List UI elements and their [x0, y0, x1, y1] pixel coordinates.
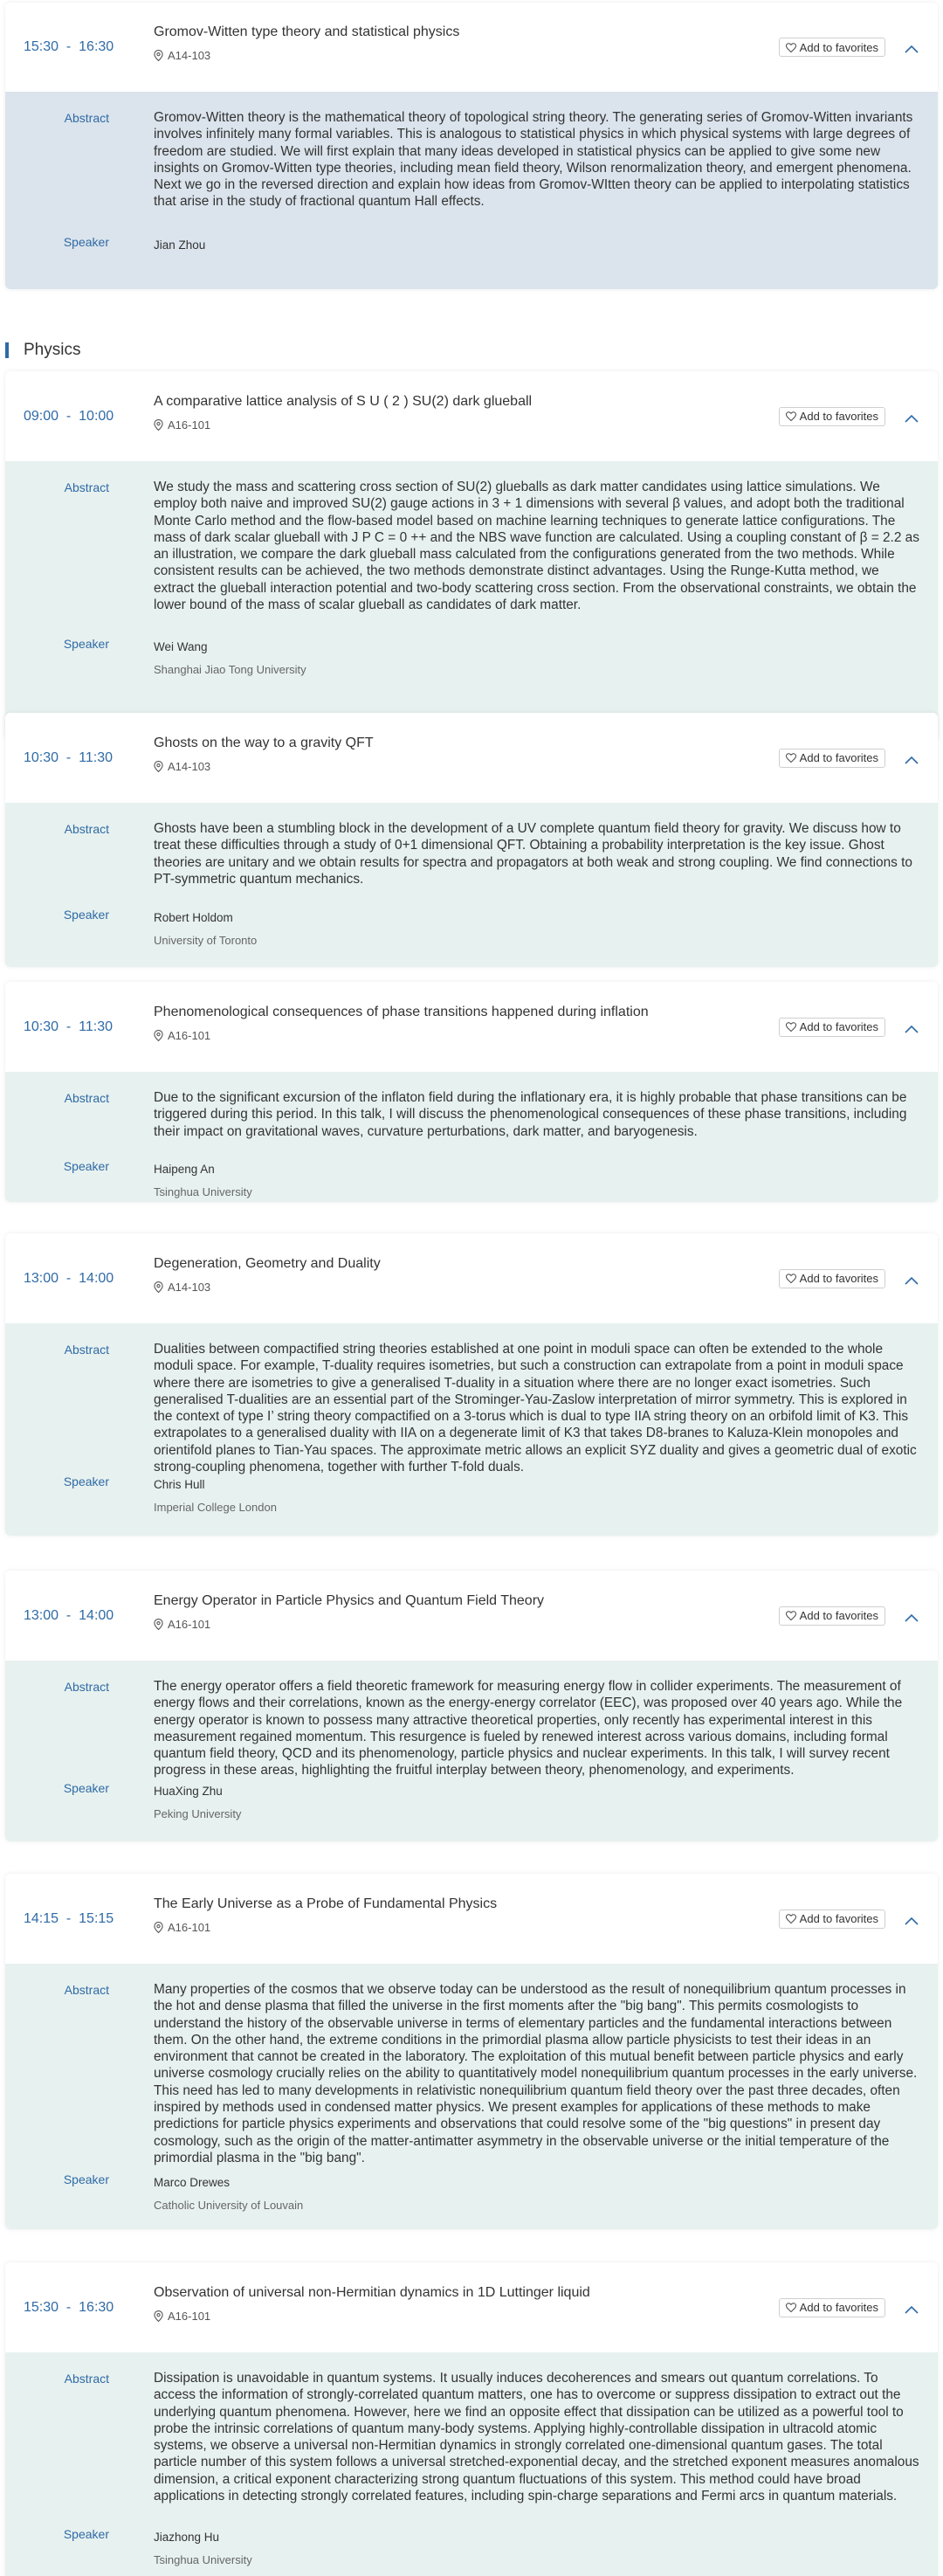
add-to-favorites-label: Add to favorites — [799, 40, 878, 54]
section-heading-physics: Physics — [5, 341, 80, 360]
talk-title: Ghosts on the way to a gravity QFT — [154, 735, 374, 750]
add-to-favorites-button[interactable] — [779, 1910, 885, 1929]
talk-title: The Early Universe as a Probe of Fundamental Physics — [154, 1896, 498, 1911]
add-to-favorites-button[interactable] — [779, 1606, 885, 1626]
talk-details — [5, 803, 938, 967]
talk-card — [5, 1571, 938, 1841]
talk-location-text: A16-101 — [168, 2309, 211, 2323]
talk-header[interactable] — [5, 1571, 938, 1661]
talk-location-text: A16-101 — [168, 1028, 211, 1042]
collapse-toggle[interactable] — [905, 1914, 919, 1930]
talk-location — [154, 1618, 210, 1631]
add-to-favorites-button[interactable] — [779, 1269, 885, 1288]
heart-icon — [786, 1914, 796, 1923]
abstract-text: We study the mass and scattering cross section of SU(2) glueballs as dark matter candidates using lattice simulations. We employ both naive and improved SU(2) gauge actions in 3 + 1 dimensions with several β values, and adopt both the traditional Monte Carlo method and the flow-based model based on machine learning techniques to generate lattice configurations. The mass of dark scalar glueball with J P C = 0 ++ and the NBS wave function are calculated. Using a coupling constant of β = 2.2 as an illustration, we compare the dark glueball mass calculated from the configurations generated from the two methods. While consistent results can be achieved, the two methods demonstrate distinct advantages. Using the Runge-Kutta method, we extract the glueball interaction potential and two-body scattering cross section. From the observational constraints, we obtain the lower bound of the mass of scalar glueball as candidates of dark matter. — [154, 480, 919, 613]
talk-location-text: A14-103 — [168, 49, 211, 62]
speaker-label: Speaker — [63, 235, 109, 249]
speaker-label: Speaker — [63, 1781, 109, 1795]
talk-time: 14:15 - 15:15 — [24, 1910, 114, 1926]
add-to-favorites-button[interactable] — [779, 38, 885, 57]
talk-details — [5, 1964, 938, 2229]
speaker-label: Speaker — [63, 1474, 109, 1488]
abstract-label: Abstract — [64, 822, 109, 836]
collapse-toggle[interactable] — [905, 1022, 919, 1038]
talk-card — [5, 713, 938, 967]
add-to-favorites-button[interactable] — [779, 2298, 885, 2317]
speaker-name: Chris Hull — [154, 1478, 205, 1491]
talk-details — [5, 1323, 938, 1536]
talk-header[interactable] — [5, 2262, 938, 2352]
talk-card — [5, 2262, 938, 2576]
talk-time: 15:30 - 16:30 — [24, 39, 114, 54]
speaker-institution: Peking University — [154, 1807, 242, 1820]
talk-title: Phenomenological consequences of phase transitions happened during inflation — [154, 1004, 649, 1019]
speaker-name: Haipeng An — [154, 1163, 215, 1176]
abstract-label: Abstract — [64, 111, 109, 125]
talk-card — [5, 3, 938, 289]
chevron-up-icon — [905, 1916, 919, 1925]
talk-time: 13:00 - 14:00 — [24, 1607, 114, 1623]
talk-location-text: A14-103 — [168, 759, 211, 773]
speaker-institution: Imperial College London — [154, 1501, 277, 1514]
heart-icon — [786, 1022, 796, 1032]
abstract-label: Abstract — [64, 1091, 109, 1105]
talk-title: Degeneration, Geometry and Duality — [154, 1255, 381, 1271]
abstract-text: Dualities between compactified string theories established at one point in moduli space can often be extended to the whole moduli space. For example, T-duality requires isometries, but such a construction can extrapolate from a point in moduli space where there are isometries to give a generalised T-duality in a situation where there are no longer exact isometries. Such generalised T-dualities are an essential part of the Strominger-Yau-Zaslow interpretation of mirror symmetry. This is explored in the context of type I’ string theory compactified on a 3-torus which is dual to type IIA string theory on an orbifold limit of K3. This extrapolates to a generalised duality with IIA on a degenerate limit of K3 that takes D8-branes to Kaluza-Klein monopoles and orientifold planes to Tian-Yau spaces. The approximate metric allows an explicit SYZ duality and gives a geometric dual of exotic strong-coupling phenomena, together with further T-fold duals. — [154, 1342, 917, 1475]
talk-location — [154, 49, 210, 62]
talk-header[interactable] — [5, 1233, 938, 1323]
talk-card — [5, 1233, 938, 1536]
add-to-favorites-label: Add to favorites — [799, 410, 878, 423]
talk-time: 13:00 - 14:00 — [24, 1270, 114, 1286]
collapse-toggle[interactable] — [905, 411, 919, 427]
abstract-text: Dissipation is unavoidable in quantum systems. It usually induces decoherences and smears out quantum correlations. To access the information of strongly-correlated quantum matters, one has to overcome or suppress dissipation to extract out the underlying quantum phenomena. However, here we find an opposite effect that dissipation can be utilized as a powerful tool to probe the intrinsic correlations of quantum many-body systems. Applying highly-controllable dissipation in ultracold atomic systems, we observe a universal non-Hermitian dynamics in strongly correlated one-dimensional quantum gases. The total particle number of this system follows a universal stretched-exponential decay, and the stretched exponent measures anomalous dimension, a critical exponent characterizing strong quantum fluctuations of this system. This method could have broad applications in detecting strongly correlated features, including spin-charge separations and Fermi arcs in quantum materials. — [154, 2371, 919, 2504]
abstract-label: Abstract — [64, 2372, 109, 2386]
chevron-up-icon — [905, 45, 919, 53]
talk-time: 09:00 - 10:00 — [24, 408, 114, 424]
speaker-name: HuaXing Zhu — [154, 1785, 223, 1798]
talk-time: 10:30 - 11:30 — [24, 749, 113, 765]
add-to-favorites-label: Add to favorites — [799, 751, 878, 764]
location-pin-icon — [154, 2310, 163, 2322]
talk-header[interactable] — [5, 1874, 938, 1964]
talk-location — [154, 1921, 210, 1934]
talk-card — [5, 982, 938, 1202]
speaker-label: Speaker — [63, 2172, 109, 2186]
talk-header[interactable] — [5, 3, 938, 92]
speaker-institution: University of Toronto — [154, 934, 258, 947]
speaker-institution: Shanghai Jiao Tong University — [154, 663, 306, 676]
talk-title: Energy Operator in Particle Physics and Quantum Field Theory — [154, 1592, 545, 1608]
abstract-label: Abstract — [64, 480, 109, 494]
collapse-toggle[interactable] — [905, 2303, 919, 2318]
collapse-toggle[interactable] — [905, 1274, 919, 1289]
location-pin-icon — [154, 1281, 163, 1293]
speaker-name: Robert Holdom — [154, 911, 233, 924]
talk-details — [5, 2352, 938, 2576]
talk-location — [154, 1281, 210, 1294]
abstract-text: Ghosts have been a stumbling block in the development of a UV complete quantum field theory for gravity. We discuss how to treat these difficulties through a study of 0+1 dimensional QFT. Obtaining a probability interpretation is the key issue. Ghost theories are unitary and we obtain results for spectra and propagators at both weak and strong coupling. We find connections to PT-symmetric quantum mechanics. — [154, 821, 912, 887]
speaker-name: Jian Zhou — [154, 238, 206, 252]
abstract-text: Gromov-Witten theory is the mathematical theory of topological string theory. The generating series of Gromov-Witten invariants involves infinitely many formal variables. This is analogous to statistical physics in which physical systems with large degrees of freedom are studied. We will first explain that many ideas developed in statistical physics can be applied to give some new insights on Gromov-Witten type theories, including mean field theory, Wilson renormalization theory, and emergent phenomena. Next we go in the reversed direction and explain how ideas from Gromov-WItten theory can be applied to interpolating statistics that arise in the study of fractional quantum Hall effects. — [154, 110, 913, 210]
heart-icon — [786, 753, 796, 763]
location-pin-icon — [154, 50, 163, 61]
talk-header[interactable] — [5, 371, 938, 461]
abstract-text: The energy operator offers a field theoretic framework for measuring energy flow in collider experiments. The measurement of energy flows and their correlations, known as the energy-energy correlator (EEC), was proposed over 40 years ago. While the energy operator is known to possess many attractive theoretical properties, only recently has experimental interest in this measurement regained momentum. This resurgence is fueled by renewed interest across various domains, including formal quantum field theory, QCD and its phenomenology, particle physics and nuclear experiments. In this talk, I will survey recent progress in these areas, highlighting the fruitful interplay between theory, phenomenology, and experiments. — [154, 1679, 903, 1778]
chevron-up-icon — [905, 2305, 919, 2314]
talk-location — [154, 2310, 210, 2323]
abstract-label: Abstract — [64, 1983, 109, 1997]
talk-location-text: A14-103 — [168, 1280, 211, 1294]
talk-details — [5, 92, 938, 289]
heart-icon — [786, 1274, 796, 1283]
add-to-favorites-button[interactable] — [779, 407, 885, 426]
location-pin-icon — [154, 1922, 163, 1933]
add-to-favorites-label: Add to favorites — [799, 1912, 878, 1925]
chevron-up-icon — [905, 414, 919, 423]
chevron-up-icon — [905, 756, 919, 764]
talk-location — [154, 1029, 210, 1042]
talk-location-text: A16-101 — [168, 418, 211, 432]
speaker-institution: Tsinghua University — [154, 2553, 252, 2566]
speaker-name: Marco Drewes — [154, 2176, 231, 2189]
speaker-name: Wei Wang — [154, 640, 208, 653]
speaker-name: Jiazhong Hu — [154, 2531, 220, 2544]
speaker-label: Speaker — [63, 908, 109, 922]
speaker-label: Speaker — [63, 1159, 109, 1173]
collapse-toggle[interactable] — [905, 753, 919, 769]
talk-details — [5, 461, 938, 741]
abstract-text: Many properties of the cosmos that we observe today can be understood as the result of nonequilibrium quantum processes in the hot and dense plasma that filled the universe in the first moments after the "big bang". This permits cosmologists to understand the history of the observable universe in terms of elementary particles and the fundamental interactions between them. On the other hand, the extreme conditions in the primordial plasma allow particle physicists to test their ideas in an environment that cannot be created in the laboratory. The exploitation of this mutual benefit between particle physics and early universe cosmology crucially relies on the ability to quantitatively model nonequilibrium quantum processes in the early universe. This need has led to many developments in relativistic nonequilibrium quantum field theory over the past three decades, often inspired by methods used in condensed matter physics. We present examples for applications of these methods to make predictions for particle physics experiments and observations that could resolve some of the "big questions" in present day cosmology, such as the origin of the matter-antimatter asymmetry in the observable universe or the initial temperature of the primordial plasma in the "big bang". — [154, 1982, 918, 2165]
add-to-favorites-label: Add to favorites — [799, 2301, 878, 2314]
talk-title: A comparative lattice analysis of S U ( 2 ) SU(2) dark glueball — [154, 393, 533, 409]
talk-card — [5, 1874, 938, 2229]
talk-title: Gromov-Witten type theory and statistical physics — [154, 24, 460, 39]
chevron-up-icon — [905, 1613, 919, 1622]
heart-icon — [786, 43, 796, 52]
talk-details — [5, 1661, 938, 1841]
talk-card — [5, 371, 938, 741]
speaker-institution: Catholic University of Louvain — [154, 2199, 304, 2212]
talk-time: 15:30 - 16:30 — [24, 2299, 114, 2315]
talk-location — [154, 760, 210, 773]
talk-header[interactable] — [5, 713, 938, 803]
heart-icon — [786, 1611, 796, 1620]
talk-location-text: A16-101 — [168, 1617, 211, 1631]
chevron-up-icon — [905, 1025, 919, 1033]
location-pin-icon — [154, 1619, 163, 1630]
talk-location — [154, 418, 210, 432]
abstract-text: Due to the significant excursion of the inflaton field during the inflationary era, it is highly probable that phase transitions can be triggered during this period. In this talk, I will discuss the phenomenological consequences of these phase transitions, including their impact on gravitational waves, curvature perturbations, dark matter, and baryogenesis. — [154, 1090, 907, 1139]
location-pin-icon — [154, 761, 163, 772]
talk-time: 10:30 - 11:30 — [24, 1019, 113, 1034]
chevron-up-icon — [905, 1276, 919, 1285]
talk-location-text: A16-101 — [168, 1920, 211, 1934]
talk-details — [5, 1072, 938, 1202]
speaker-label: Speaker — [63, 637, 109, 651]
add-to-favorites-label: Add to favorites — [799, 1609, 878, 1622]
add-to-favorites-label: Add to favorites — [799, 1272, 878, 1285]
talk-title: Observation of universal non-Hermitian dynamics in 1D Luttinger liquid — [154, 2284, 590, 2300]
add-to-favorites-button[interactable] — [779, 1018, 885, 1037]
heart-icon — [786, 411, 796, 421]
collapse-toggle[interactable] — [905, 1611, 919, 1626]
heart-icon — [786, 2303, 796, 2312]
location-pin-icon — [154, 419, 163, 431]
abstract-label: Abstract — [64, 1343, 109, 1357]
add-to-favorites-label: Add to favorites — [799, 1020, 878, 1033]
collapse-toggle[interactable] — [905, 42, 919, 58]
speaker-label: Speaker — [63, 2527, 109, 2541]
talk-header[interactable] — [5, 982, 938, 1072]
abstract-label: Abstract — [64, 1680, 109, 1694]
location-pin-icon — [154, 1030, 163, 1041]
add-to-favorites-button[interactable] — [779, 749, 885, 768]
speaker-institution: Tsinghua University — [154, 1185, 252, 1198]
